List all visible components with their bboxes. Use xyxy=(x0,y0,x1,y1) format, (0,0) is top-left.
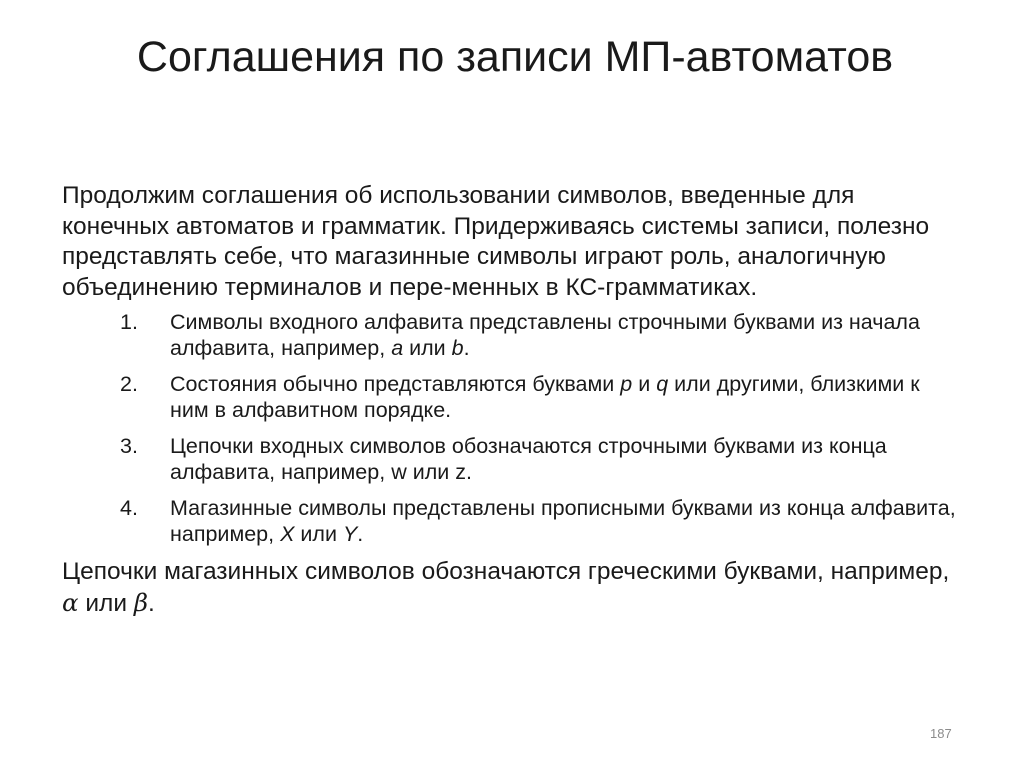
page-number: 187 xyxy=(930,726,952,741)
closing-text-part: или xyxy=(78,589,134,617)
list-item-text-part: или другими, близкими к ним в алфавитном порядке. xyxy=(170,372,920,422)
closing-paragraph xyxy=(62,557,962,619)
list-item-text-part: или xyxy=(406,460,456,484)
list-item xyxy=(62,309,962,361)
list-item-text-part: и xyxy=(632,372,657,396)
list-item-number: 4. xyxy=(120,496,138,520)
greek-symbol: β xyxy=(133,587,148,617)
symbol: w xyxy=(391,460,407,484)
list-item-number: 3. xyxy=(120,434,138,458)
closing-text-part: . xyxy=(148,589,155,617)
list-item-number: 1. xyxy=(120,310,138,334)
closing-text-part: Цепочки магазинных символов обозначаются греческими буквами, например, xyxy=(62,558,950,585)
list-item-text xyxy=(170,371,962,423)
list-item-text xyxy=(170,495,962,547)
list-item-text xyxy=(170,433,962,485)
list-item-text-part: или xyxy=(294,522,343,546)
symbol: z xyxy=(455,460,466,484)
greek-symbol: α xyxy=(62,587,79,617)
list-item-text-part: . xyxy=(465,460,472,484)
conventions-list xyxy=(62,309,962,547)
list-item xyxy=(62,433,962,485)
symbol: b xyxy=(451,336,464,360)
symbol: Y xyxy=(342,522,358,546)
list-item-text xyxy=(170,309,962,361)
symbol: q xyxy=(656,372,669,396)
list-item xyxy=(62,371,962,423)
intro-paragraph: Продолжим соглашения об использовании символов, введенные для конечных автоматов и грамматик. Придерживаясь системы записи, полезно представлять себе, что магазинные символы играют роль, аналогичную объединению терминалов и пере-менных в КС-грамматиках. xyxy=(62,182,930,301)
list-item xyxy=(62,495,962,547)
slide-title: Соглашения по записи МП-автоматов xyxy=(136,33,894,81)
list-item-text-part: или xyxy=(403,336,452,360)
slide-body xyxy=(62,181,962,619)
symbol: p xyxy=(620,372,633,396)
list-item-text-part: Состояния обычно представляются буквами xyxy=(170,372,621,396)
list-item-text-part: . xyxy=(463,336,470,360)
list-item-text-part: Цепочки входных символов обозначаются строчными буквами из конца алфавита, например, xyxy=(170,434,887,484)
list-item-text-part: Символы входного алфавита представлены строчными буквами из начала алфавита, например, xyxy=(170,310,920,360)
list-item-text-part: Магазинные символы представлены прописными буквами из конца алфавита, например, xyxy=(170,496,956,546)
symbol: X xyxy=(280,522,295,546)
list-item-number: 2. xyxy=(120,372,138,396)
symbol: a xyxy=(391,336,404,360)
list-item-text-part: . xyxy=(357,522,364,546)
